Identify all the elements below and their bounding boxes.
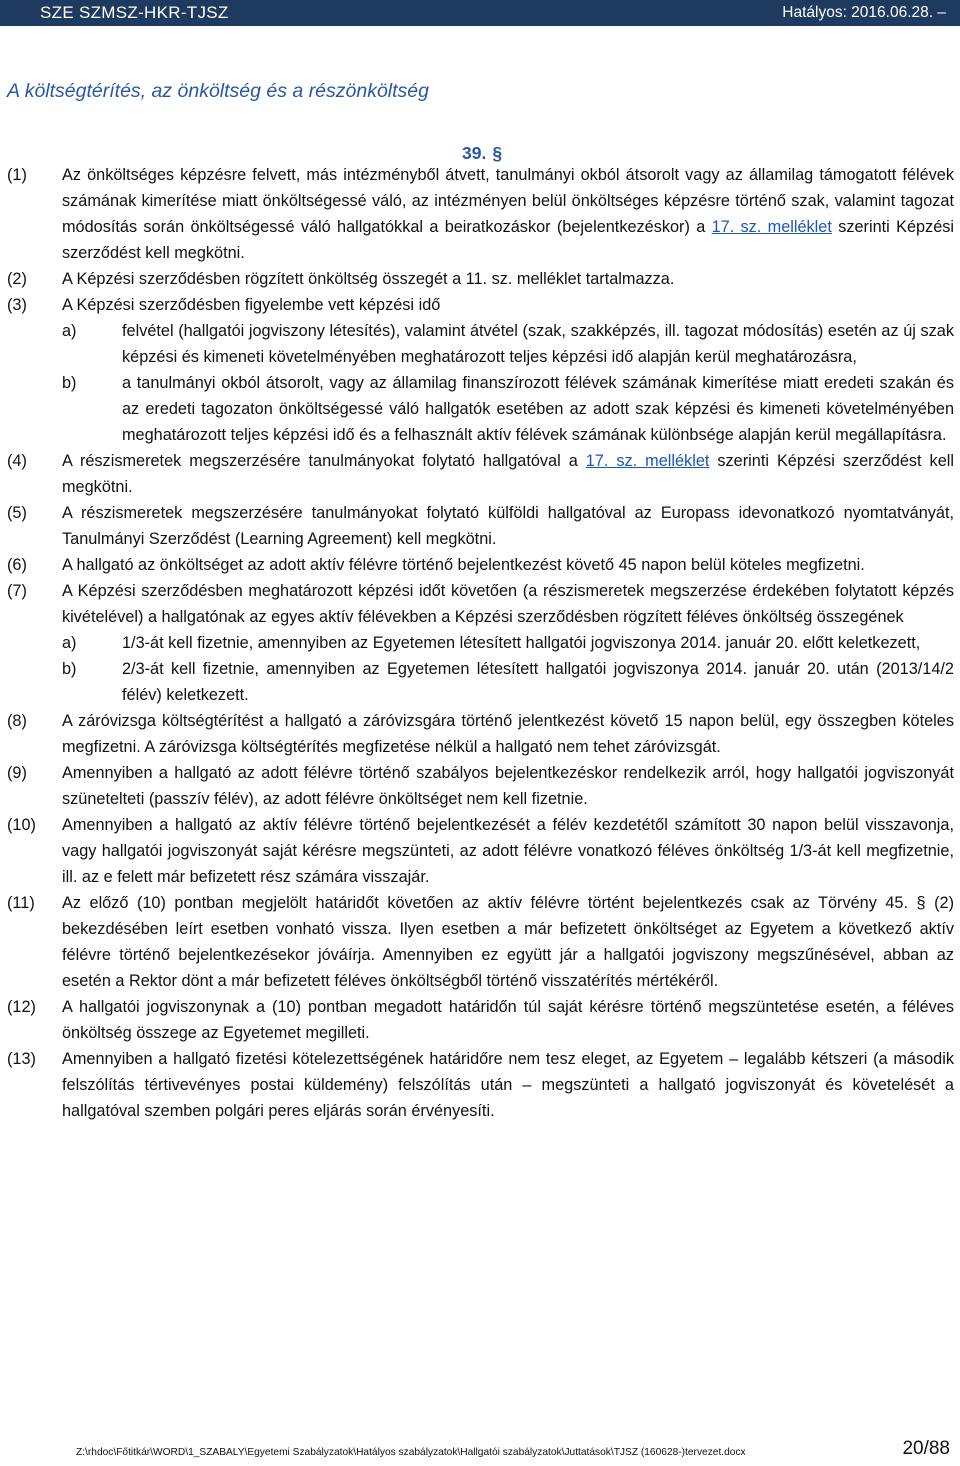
paragraph-1 xyxy=(7,162,954,266)
section-title: A költségtérítés, az önköltség és a részönköltség xyxy=(7,80,430,102)
paragraph-9 xyxy=(7,760,954,812)
paragraph-text-cont: szerinti Képzési szerződést kell megkötni. xyxy=(62,452,954,496)
sub-item-text: felvétel (hallgatói jogviszony létesítés), valamint átvétel (szak, szakképzés, ill. tagozat módosítás) esetén az új szak képzési és kimeneti követelményében meghatározott teljes képzési idő alapján kerül meghatározásra, xyxy=(122,322,954,366)
paragraph-number: (13) xyxy=(7,1050,36,1068)
paragraph-12 xyxy=(7,994,954,1046)
footer-file-path: Z:\rhdoc\Főtitkár\WORD\1_SZABALY\Egyetemi Szabályzatok\Hatályos szabályzatok\Hallgatói szabályzatok\Juttatások\TJSZ (160628-)tervezet.docx xyxy=(76,1447,746,1458)
section-number-value: 39. xyxy=(462,143,487,163)
sub-item-text: 2/3-át kell fizetnie, amennyiben az Egyetemen létesített hallgatói jogviszonya 2014. január 20. után (2013/14/2 félév) keletkezett. xyxy=(122,660,954,704)
paragraph-text: Amennyiben a hallgató az aktív félévre történő bejelentkezését a félév kezdetétől számított 30 napon belül visszavonja, vagy hallgatói jogviszonyát saját kérésre megszünteti, az adott félévre vonatkozó féléves önköltség 1/3-át kell megfizetnie, ill. az e felett már befizetett rész számára visszajár. xyxy=(62,816,954,886)
annex-17-link[interactable]: 17. sz. melléklet xyxy=(711,218,832,236)
sub-item-label: a) xyxy=(62,322,77,340)
paragraph-number: (9) xyxy=(7,764,27,782)
paragraph-7 xyxy=(7,578,954,708)
paragraph-text: Amennyiben a hallgató fizetési kötelezettségének határidőre nem tesz eleget, az Egyetem – legalább kétszeri (a második felszólítás tértivevényes postai küldemény) felszólítás után – megszünteti a hallgató jogviszonyát és követelését a hallgatóval szemben polgári peres eljárás során érvényesíti. xyxy=(62,1050,954,1120)
paragraph-8 xyxy=(7,708,954,760)
paragraph-number: (8) xyxy=(7,712,27,730)
paragraph-2 xyxy=(7,266,954,292)
paragraph-text: A záróvizsga költségtérítést a hallgató a záróvizsgára történő jelentkezést követő 15 napon belül, egy összegben köteles megfizetni. A záróvizsga költségtérítés megfizetése nélkül a hallgató nem tehet záróvizsgát. xyxy=(62,712,954,756)
annex-17-link[interactable]: 17. sz. melléklet xyxy=(585,452,710,470)
paragraph-text: A Képzési szerződésben meghatározott képzési időt követően (a részismeretek megszerzése érdekében folytatott képzés kivételével) a hallgatónak az egyes aktív félévekben a Képzési szerződésben rögzített féléves önköltség összegének xyxy=(62,582,954,626)
section-sign: § xyxy=(492,143,503,163)
sub-item-a xyxy=(62,318,954,370)
paragraph-number: (7) xyxy=(7,582,27,600)
paragraph-text: Az előző (10) pontban megjelölt határidőt követően az aktív félévre történt bejelentkezés csak az Törvény 45. § (2) bekezdésében leírt esetben vonható vissza. Ilyen esetben a már befizetett önköltséget az Egyetem a következő aktív félévre történő bejelentkezésekor jóváírja. Amennyiben ez együtt jár a hallgatói jogviszony megszűnésével, abban az esetén a Rektor dönt a már befizetett féléves önköltségből történő visszatérítés mértékéről. xyxy=(62,894,954,990)
paragraph-text: A Képzési szerződésben figyelembe vett képzési idő xyxy=(62,296,441,314)
paragraph-number: (4) xyxy=(7,452,27,470)
sub-item-text: a tanulmányi okból átsorolt, vagy az államilag finanszírozott félévek számának kimerítése miatt eredeti szakán és az eredeti tagozaton önköltségessé váló hallgatók esetében az adott szak képzési és kimeneti követelményében meghatározott teljes képzési idő és a felhasznált aktív félévek számának különbsége alapján kerül megállapításra. xyxy=(122,374,954,444)
paragraph-number: (5) xyxy=(7,504,27,522)
sub-item-a xyxy=(62,630,954,656)
sub-item-text: 1/3-át kell fizetnie, amennyiben az Egyetemen létesített hallgatói jogviszonya 2014. január 20. előtt keletkezett, xyxy=(122,634,921,652)
paragraph-6 xyxy=(7,552,954,578)
section-body xyxy=(7,162,954,1124)
page-header xyxy=(0,0,960,26)
sub-item-b xyxy=(62,370,954,448)
page-number: 20/88 xyxy=(902,1438,950,1459)
paragraph-text: A hallgatói jogviszonynak a (10) pontban megadott határidőn túl saját kérésre történő megszüntetése esetén, a féléves önköltség összege az Egyetemet megilleti. xyxy=(62,998,954,1042)
paragraph-number: (11) xyxy=(7,894,35,912)
paragraph-text: A hallgató az önköltséget az adott aktív félévre történő bejelentkezést követő 45 napon belül köteles megfizetni. xyxy=(62,556,865,574)
paragraph-text-cont: szerinti Képzési szerződést kell megkötni. xyxy=(62,218,955,262)
paragraph-3 xyxy=(7,292,954,448)
paragraph-11 xyxy=(7,890,954,994)
paragraph-5 xyxy=(7,500,954,552)
paragraph-4 xyxy=(7,448,954,500)
paragraph-number: (6) xyxy=(7,556,27,574)
paragraph-number: (3) xyxy=(7,296,27,314)
paragraph-text: A részismeretek megszerzésére tanulmányokat folytató hallgatóval a xyxy=(62,452,586,470)
paragraph-text: Amennyiben a hallgató az adott félévre történő szabályos bejelentkezéskor rendelkezik arról, hogy hallgatói jogviszonyát szünetelteti (passzív félév), az adott félévre önköltséget nem kell fizetnie. xyxy=(62,764,954,808)
paragraph-number: (12) xyxy=(7,998,36,1016)
sub-item-label: a) xyxy=(62,634,77,652)
paragraph-text: A részismeretek megszerzésére tanulmányokat folytató külföldi hallgatóval az Europass idevonatkozó nyomtatványát, Tanulmányi Szerződést (Learning Agreement) kell megkötni. xyxy=(62,504,954,548)
paragraph-number: (1) xyxy=(7,166,27,184)
paragraph-text: Az önköltséges képzésre felvett, más intézményből átvett, tanulmányi okból átsorolt vagy az államilag támogatott félévek számának kimerítése miatt önköltségessé váló, az intézményen belül önköltséges képzésre történő szak, valamint tagozat módosítás során önköltségessé váló hallgatókkal a beiratkozáskor (bejelentkezéskor) a xyxy=(62,166,954,236)
sub-item-label: b) xyxy=(62,374,77,392)
paragraph-text: A Képzési szerződésben rögzített önköltség összegét a 11. sz. melléklet tartalmazza. xyxy=(62,270,675,288)
header-effective-date: Hatályos: 2016.06.28. – xyxy=(782,4,946,21)
paragraph-10 xyxy=(7,812,954,890)
paragraph-13 xyxy=(7,1046,954,1124)
paragraph-number: (10) xyxy=(7,816,36,834)
paragraph-number: (2) xyxy=(7,270,27,288)
sub-item-label: b) xyxy=(62,660,77,678)
header-doc-id: SZE SZMSZ-HKR-TJSZ xyxy=(40,3,229,22)
section-number xyxy=(462,143,502,164)
sub-item-b xyxy=(62,656,954,708)
